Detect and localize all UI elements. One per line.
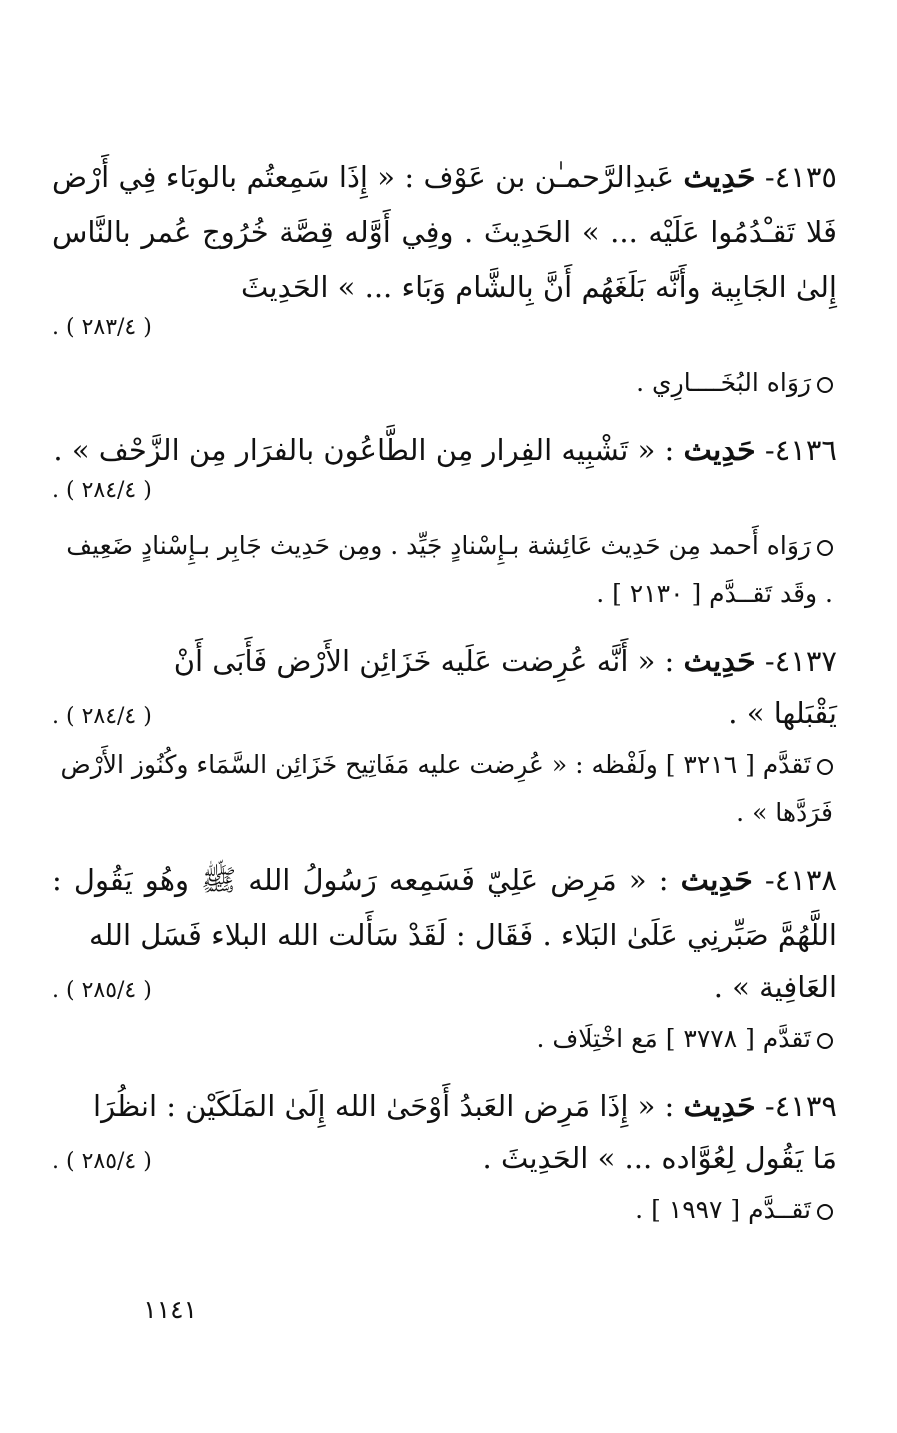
note-text: رَوَاه البُخَــــارِي . [636,368,811,397]
circle-bullet-icon [817,377,833,393]
hadith-entry [52,150,837,407]
circle-bullet-icon [817,759,833,775]
takhrij-note [52,359,837,407]
tail-row [52,963,837,1015]
hadith-label: حَدِيث [683,433,756,468]
source-reference: ( ٢٨٥/٤ ) . [52,978,152,1003]
hadith-text-tail: العَافِية » . [713,970,837,1004]
hadith-label: حَدِيث [683,1089,756,1124]
entry-text [52,150,837,315]
takhrij-note [52,1015,837,1063]
hadith-text: : « مَرِض عَلِيّ فَسَمِعه رَسُولُ الله ﷺ وهُو يَقُول : اللَّهُمَّ صَبِّرنِي عَلَىٰ البَلاء . فَقَال : لَقَدْ سَأَلت الله البلاء فَسَل الله [52,863,837,952]
entry-text [52,634,837,689]
hadith-entry [52,1079,837,1234]
tail-row [52,689,837,741]
circle-bullet-icon [817,1033,833,1049]
hadith-entry [52,853,837,1063]
hadith-entry [52,634,837,837]
hadith-text: : « تَشْبِيه الفِرار مِن الطَّاعُون بالفرَار مِن الزَّحْف » . [53,433,675,467]
hadith-text: عَبدِالرَّحمـٰن بن عَوْف : « إِذَا سَمِعتُم بالوبَاء فِي أَرْض فَلا تَقـْدُمُوا عَلَيْه ... » الحَدِيثَ . وفِي أَوَّله قِصَّة خُرُوج عُمر بالنَّاس إِلىٰ الجَابِية وأَنَّه بَلَغَهُم أَنَّ بِالشَّام وَبَاء ... » الحَدِيثَ [52,160,837,304]
entry-text [52,853,837,963]
takhrij-note [52,1186,837,1234]
entry-number: ٤١٣٨- [764,863,837,897]
note-text: تَقــدَّم [ ١٩٩٧ ] . [635,1195,811,1224]
entry-number: ٤١٣٥- [764,160,837,194]
entry-number: ٤١٣٩- [764,1089,837,1123]
entry-text [52,423,837,478]
hadith-text-tail: يَقْبَلها » . [728,696,837,730]
hadith-text: : « إِذَا مَرِض العَبدُ أَوْحَىٰ الله إِلَىٰ المَلَكَيْن : انظُرَا [93,1089,675,1123]
source-reference: ( ٢٨٥/٤ ) . [52,1149,152,1174]
hadith-text: : « أَنَّه عُرِضت عَلَيه خَزَائِن الأَرْض فَأَبَى أَنْ [173,644,675,678]
note-text: رَوَاه أَحمد مِن حَدِيث عَائِشة بـإِسْنادٍ جَيِّد . ومِن حَدِيث جَابِر بـإِسْنادٍ ضَعِيف . وقَد تَقــدَّم [ ٢١٣٠ ] . [66,531,833,608]
tail-row [52,1134,837,1186]
source-reference: ( ٢٨٤/٤ ) . [52,478,152,503]
entry-number: ٤١٣٦- [764,433,837,467]
hadith-entry [52,423,837,618]
note-text: تَقدَّم [ ٣٧٧٨ ] مَع اخْتِلَاف . [536,1024,811,1053]
takhrij-note [52,741,837,837]
entry-text [52,1079,837,1134]
hadith-label: حَدِيث [683,160,756,195]
source-reference: ( ٢٨٣/٤ ) . [52,315,152,340]
hadith-label: حَدِيث [680,863,753,898]
circle-bullet-icon [817,540,833,556]
entry-number: ٤١٣٧- [764,644,837,678]
source-reference: ( ٢٨٤/٤ ) . [52,704,152,729]
page-number: ١١٤١ [143,1295,197,1324]
hadith-label: حَدِيث [683,644,756,679]
page-body [52,150,837,1250]
takhrij-note [52,522,837,618]
circle-bullet-icon [817,1204,833,1220]
hadith-text-tail: مَا يَقُول لِعُوَّاده ... » الحَدِيثَ . [482,1141,837,1175]
note-text: تَقدَّم [ ٣٢١٦ ] ولَفْظه : « عُرِضت عليه مَفَاتِيح خَزَائِن السَّمَاء وكُنُوز الأَرْض فَرَدَّها » . [60,750,833,827]
